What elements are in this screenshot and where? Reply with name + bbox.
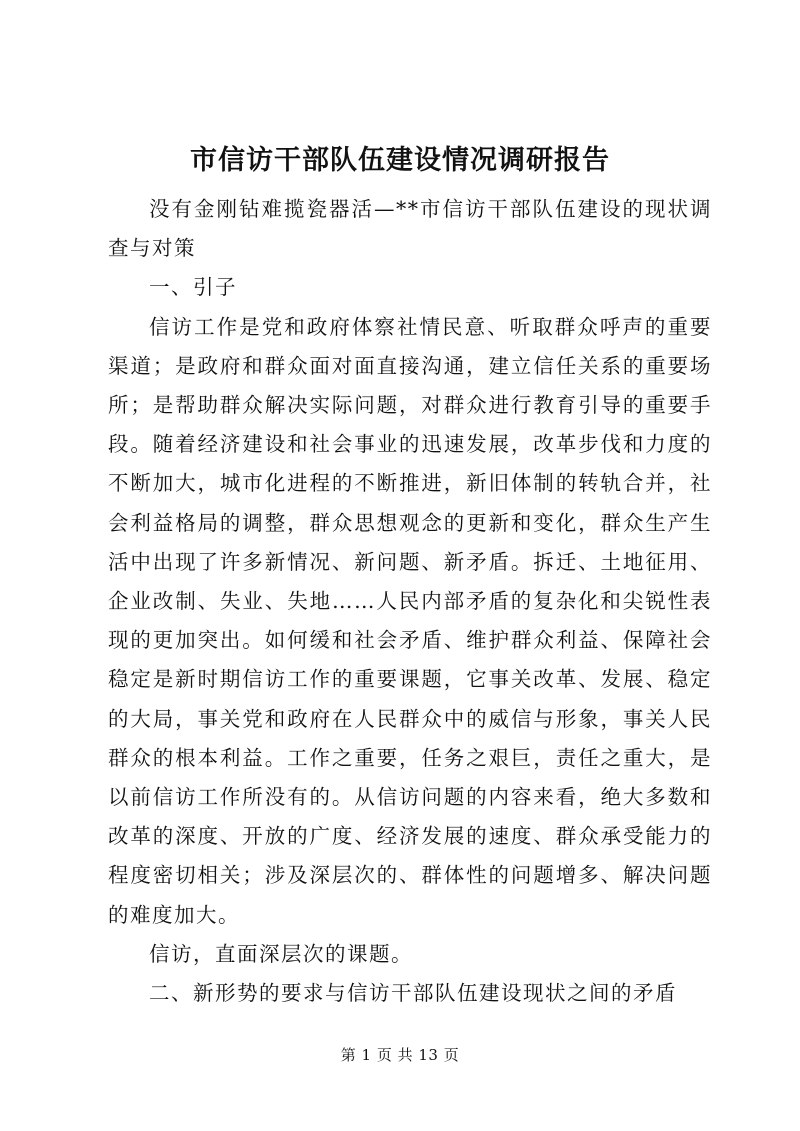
document-body — [108, 190, 712, 1013]
document-title: 市信访干部队伍建设情况调研报告 — [190, 145, 610, 176]
body-paragraph: 信访，直面深层次的课题。 — [149, 941, 413, 966]
section-heading-contradiction: 二、新形势的要求与信访干部队伍建设现状之间的矛盾 — [149, 981, 677, 1006]
body-paragraph: 信访工作是党和政府体察社情民意、听取群众呼声的重要渠道；是政府和群众面对面直接沟通，建立信任关系的重要场所；是帮助群众解决实际问题，对群众进行教育引导的重要手段。随着经济建设和社会事业的迅速发展，改革步伐和力度的不断加大，城市化进程的不断推进，新旧体制的转轨合并，社会利益格局的调整，群众思想观念的更新和变化，群众生产生活中出现了许多新情况、新问题、新矛盾。拆迁、土地征用、企业改制、失业、失地……人民内部矛盾的复杂化和尖锐性表现的更加突出。如何缓和社会矛盾、维护群众利益、保障社会稳定是新时期信访工作的重要课题，它事关改革、发展、稳定的大局，事关党和政府在人民群众中的威信与形象，事关人民群众的根本利益。工作之重要，任务之艰巨，责任之重大，是以前信访工作所没有的。从信访问题的内容来看，绝大多数和改革的深度、开放的广度、经济发展的速度、群众承受能力的程度密切相关；涉及深层次的、群体性的问题增多、解决问题的难度加大。 — [108, 314, 712, 927]
subtitle-paragraph: 没有金刚钻难揽瓷器活—**市信访干部队伍建设的现状调查与对策 — [108, 197, 712, 261]
page-number-footer: 第 1 页 共 13 页 — [340, 1046, 460, 1064]
section-heading-intro: 一、引子 — [149, 275, 237, 300]
